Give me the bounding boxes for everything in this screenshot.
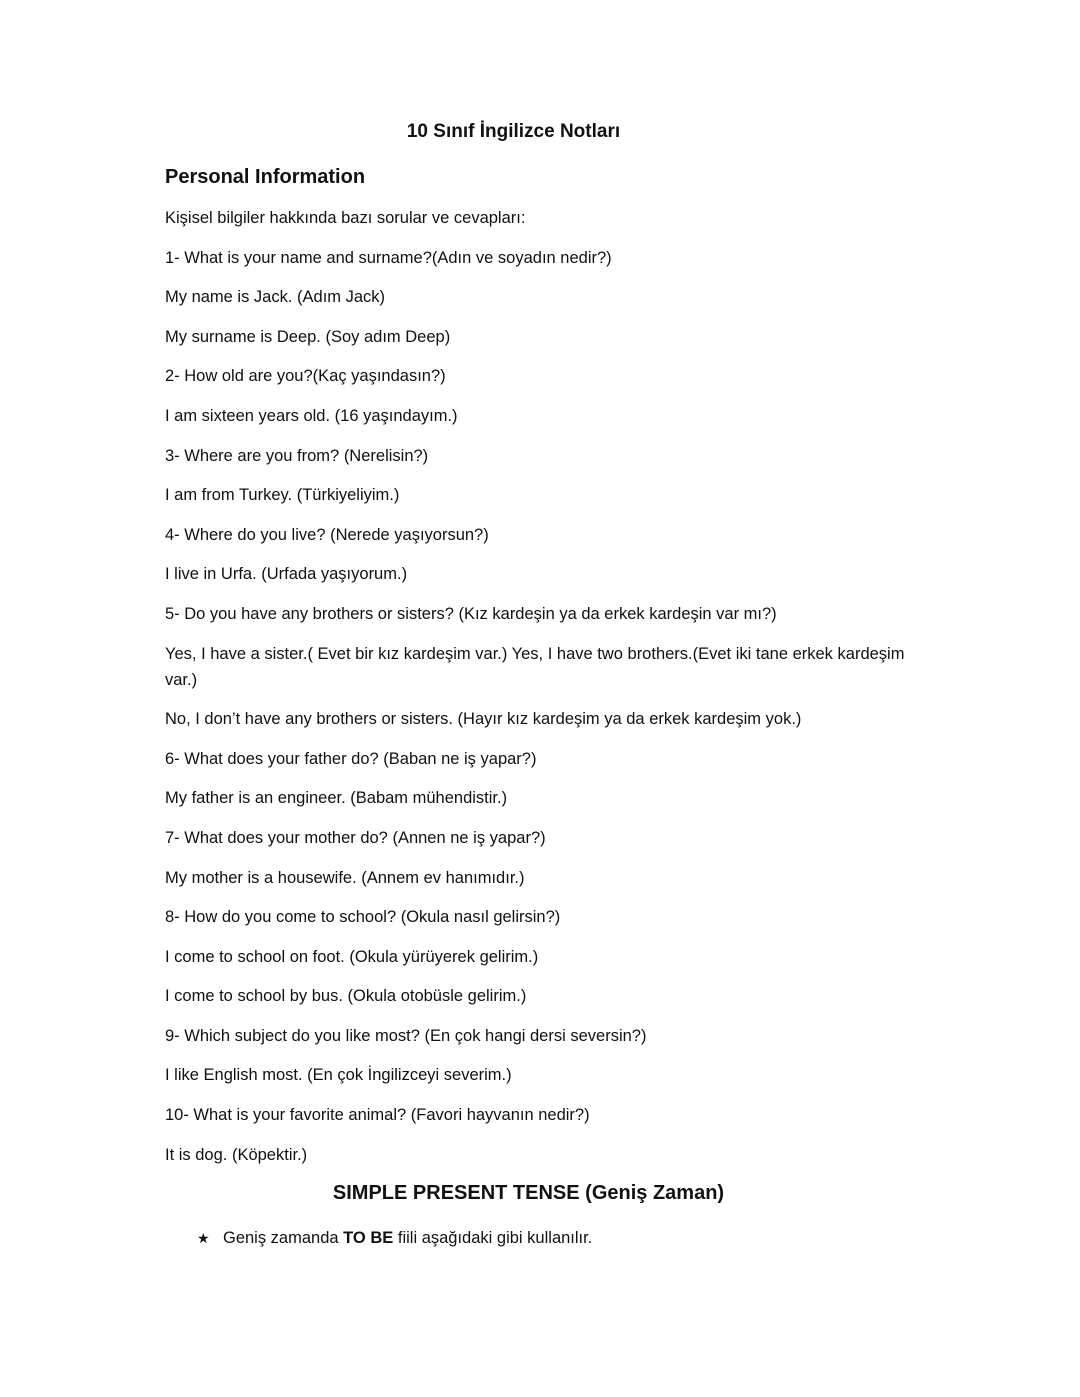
text-line: 3- Where are you from? (Nerelisin?) — [165, 446, 429, 465]
section-heading-personal-information: Personal Information — [165, 166, 366, 188]
bullet-item — [197, 1225, 592, 1251]
text-line: My mother is a housewife. (Annem ev hanımıdır.) — [165, 868, 525, 887]
personal-information-lines — [165, 205, 910, 1181]
section-heading-simple-present-tense: SIMPLE PRESENT TENSE (Geniş Zaman) — [332, 1182, 725, 1204]
text-line: 5- Do you have any brothers or sisters? (Kız kardeşin ya da erkek kardeşin var mı?) — [165, 604, 777, 623]
text-line: 6- What does your father do? (Baban ne iş yapar?) — [165, 749, 537, 768]
text-line: I come to school on foot. (Okula yürüyerek gelirim.) — [165, 947, 539, 966]
text-line: Yes, I have a sister.( Evet bir kız kardeşim var.) Yes, I have two brothers.(Evet iki tane erkek kardeşim var.) — [165, 644, 905, 689]
text-line: My name is Jack. (Adım Jack) — [165, 288, 386, 307]
text-line: I live in Urfa. (Urfada yaşıyorum.) — [165, 565, 408, 584]
text-line: 1- What is your name and surname?(Adın ve soyadın nedir?) — [165, 248, 612, 267]
text-line: 4- Where do you live? (Nerede yaşıyorsun?) — [165, 525, 489, 544]
text-line: No, I don’t have any brothers or sisters. (Hayır kız kardeşim ya da erkek kardeşim yok.) — [165, 710, 802, 729]
text-line: 2- How old are you?(Kaç yaşındasın?) — [165, 367, 446, 386]
text-line: It is dog. (Köpektir.) — [165, 1145, 308, 1164]
text-line: 10- What is your favorite animal? (Favori hayvanın nedir?) — [165, 1106, 590, 1125]
text-line: I am from Turkey. (Türkiyeliyim.) — [165, 486, 400, 505]
bullet-text-after: fiili aşağıdaki gibi kullanılır. — [393, 1229, 593, 1247]
text-line: 7- What does your mother do? (Annen ne iş yapar?) — [165, 828, 546, 847]
document-title: 10 Sınıf İngilizce Notları — [406, 121, 621, 142]
text-line: 9- Which subject do you like most? (En çok hangi dersi seversin?) — [165, 1026, 647, 1045]
text-line: My father is an engineer. (Babam mühendistir.) — [165, 789, 508, 808]
star-bullet-icon: ★ — [197, 1230, 210, 1246]
text-line: My surname is Deep. (Soy adım Deep) — [165, 327, 451, 346]
bullet-text-before: Geniş zamanda — [223, 1229, 344, 1247]
text-line: Kişisel bilgiler hakkında bazı sorular ve cevapları: — [165, 209, 526, 227]
text-line: I am sixteen years old. (16 yaşındayım.) — [165, 406, 458, 425]
bullet-text-bold: TO BE — [343, 1229, 394, 1247]
text-line: 8- How do you come to school? (Okula nasıl gelirsin?) — [165, 908, 561, 927]
text-line: I come to school by bus. (Okula otobüsle gelirim.) — [165, 987, 527, 1006]
text-line: I like English most. (En çok İngilizceyi severim.) — [165, 1066, 512, 1085]
